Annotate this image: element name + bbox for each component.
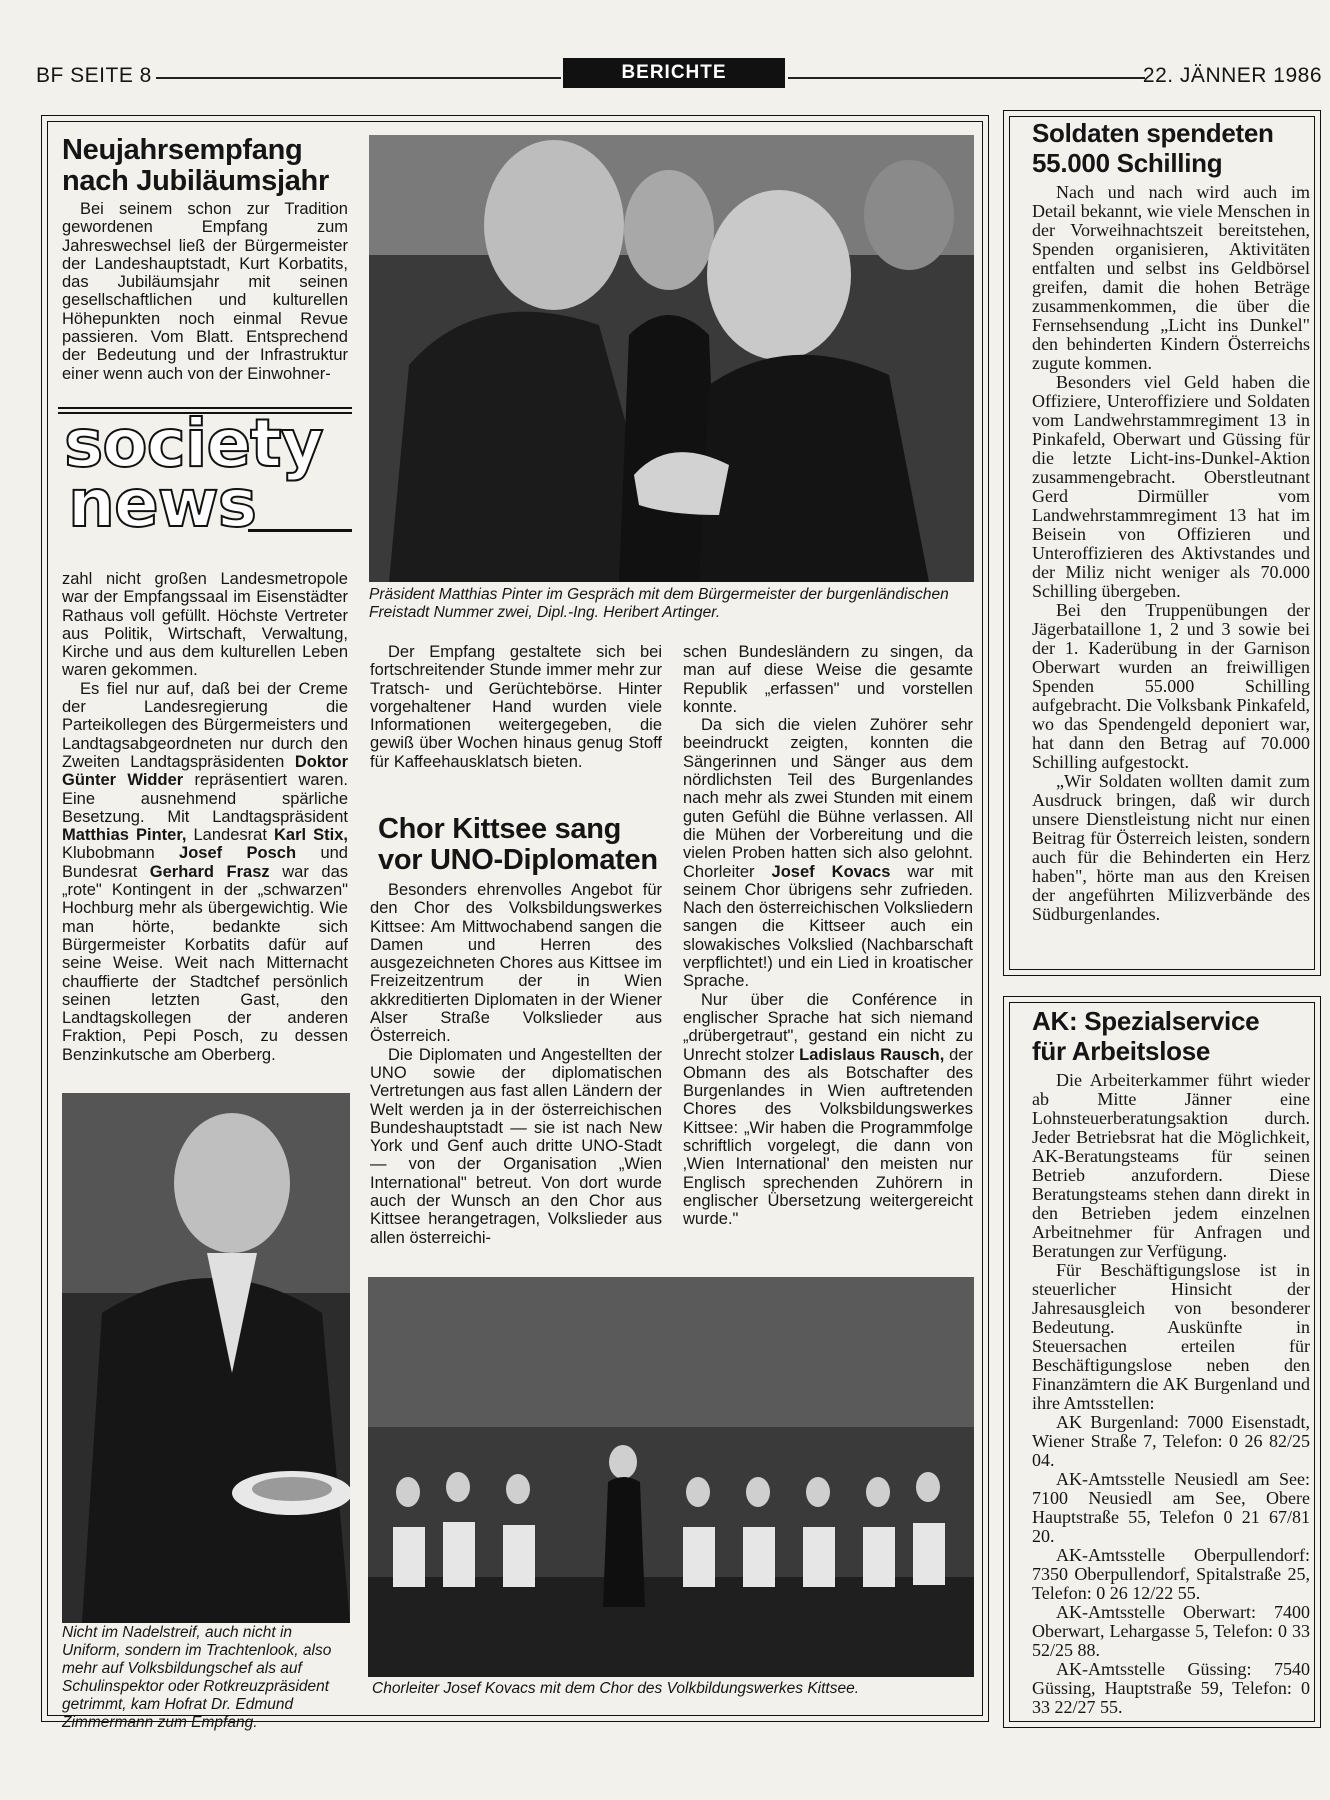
neujahr-col2: [370, 643, 662, 771]
neujahr-headline: [62, 135, 362, 197]
ak-address-neusiedl: AK-Amtsstelle Neusiedl am See: 7100 Neusiedl am See, Obere Hauptstraße 55, Telefon 0 21 67/81 20.: [1032, 1469, 1310, 1546]
ak-body: [1032, 1071, 1310, 1717]
neujahr-paragraph-2: Es fiel nur auf, daß bei der Creme der Landesregierung die Parteikollegen des Bürgermeisters und Landtagsabgeordneten nur durch den Zweiten Landtagspräsidenten Doktor Günter Widder repräsentiert waren. Eine ausnehmend spärliche Besetzung. Mit Landtagspräsident Matthias Pinter, Landesrat Karl Stix, Klubobmann Josef Posch und Bundesrat Gerhard Frasz war das „rote" Kontingent in der „schwarzen" Hochburg mehr als übergewichtig. Wie man hörte, bedankte sich Bürgermeister Korbatits dafür auf seine Weise. Weit nach Mitternacht chauffierte der Stadtchef persönlich seinen letzten Gast, den Landtagskollegen der anderen Fraktion, Pepi Posch, zu dessen Benzinkutsche am Oberberg.: [62, 679, 349, 1064]
header-rule-right: [788, 77, 1145, 79]
neujahr-intro: [62, 200, 348, 383]
soldaten-paragraph-2: Besonders viel Geld haben die Offiziere, Unteroffiziere und Soldaten vom Landwehrstammregiment 13 in Pinkafeld, Oberwart und Güssing für die letzte Licht-ins-Dunkel-Aktion zusammengebracht. Oberstleutnant Gerd Dirmüller vom Landwehrstammregiment 13 hat im Beisein von Offizieren und Unteroffizieren des Aktivstandes und der Miliz nicht weniger als 70.000 Schilling übergeben.: [1032, 372, 1310, 601]
chor-paragraph-3: schen Bundesländern zu singen, da man auf diese Weise die gesamte Republik „erfassen" und vorstellen konnte.: [683, 643, 973, 716]
ak-title-2: für Arbeitslose: [1032, 1036, 1211, 1066]
header-rule-left: [156, 77, 561, 79]
neujahr-title-1: Neujahrsempfang: [62, 134, 303, 166]
chor-col2: [370, 881, 662, 1247]
photo-zimmermann-image: [62, 1093, 350, 1623]
soldaten-body: [1032, 183, 1310, 924]
ak-address-eisenstadt: AK Burgenland: 7000 Eisenstadt, Wiener Straße 7, Telefon: 0 26 82/25 04.: [1032, 1412, 1310, 1470]
ak-address-oberwart: AK-Amtsstelle Oberwart: 7400 Oberwart, Lehargasse 5, Telefon: 0 33 52/25 88.: [1032, 1602, 1310, 1660]
logo-underline: [248, 529, 352, 532]
logo-news: news: [68, 465, 257, 542]
society-news-logo: [58, 405, 352, 545]
ak-paragraph-2: Für Beschäftigungslose ist in steuerlicher Hinsicht der Jahresausgleich von besonderer Bedeutung. Auskünfte in Steuersachen erteilen für Beschäftigungslose neben den Finanzämtern die AK Burgenland und ihre Amtsstellen:: [1032, 1260, 1310, 1413]
neujahr-continued: zahl nicht großen Landesmetropole war der Empfangssaal im Eisenstädter Rathaus voll gefüllt. Höchste Vertreter aus Politik, Wirtschaft, Verwaltung, Kirche und aus dem kulturellen Leben waren gekommen.: [62, 570, 348, 680]
ak-address-oberpullendorf: AK-Amtsstelle Oberpullendorf: 7350 Oberpullendorf, Spitalstraße 25, Telefon: 0 26 12/22 55.: [1032, 1545, 1310, 1603]
ak-title-1: AK: Spezialservice: [1032, 1006, 1260, 1036]
neujahr-intro-text: Bei seinem schon zur Tradition gewordenen Empfang zum Jahreswechsel ließ der Bürgermeister der Landeshauptstadt, Kurt Korbatits, das Jubiläumsjahr mit seinen gesellschaftlichen und kulturellen Höhepunkten noch einmal Revue passieren. Vom Blatt. Entsprechend der Bedeutung und der Infrastruktur einer wenn auch von der Einwohner-: [62, 200, 348, 383]
ak-address-guessing: AK-Amtsstelle Güssing: 7540 Güssing, Hauptstraße 59, Telefon: 0 33 22/27 55.: [1032, 1659, 1310, 1717]
chor-title-1: Chor Kittsee sang: [378, 813, 622, 845]
soldaten-paragraph-1: Nach und nach wird auch im Detail bekannt, wie viele Menschen in der Vorweihnachtszeit bereitstehen, Spenden organisieren, Aktivitäten entfalten und selbst ins Geldbörsel greifen, damit die hohen Beträge zusammenkommen, die über die Fernsehsendung „Licht ins Dunkel" den behinderten Kindern Österreichs zugute kommen.: [1032, 182, 1310, 373]
neujahr-body: [62, 570, 348, 1064]
chor-paragraph-5: Nur über die Conférence in englischer Sprache hat sich niemand „drübergetraut", gestand ein nicht zu Unrecht stolzer Ladislaus Rausch, der Obmann des als Botschafter des Burgenlandes in Wien auftretenden Chores des Volksbildungswerkes Kittsee: „Wir haben die Programmfolge schriftlich vorgelegt, die dann von ‚Wien International' den meisten nur Englisch sprechenden Zuhörern in englischer Übersetzung weitergereicht wurde.": [683, 990, 973, 1229]
photo-choir: [368, 1277, 974, 1677]
photo-left-caption: Nicht im Nadelstreif, auch nicht in Uniform, sondern im Trachtenlook, also mehr auf Volksbildungschef als auf Schulinspektor oder Rotkreuzpräsident getrimmt, kam Hofrat Dr. Edmund Zimmermann zum Empfang.: [62, 1624, 332, 1731]
chor-col3: [683, 643, 973, 1229]
chor-headline: [378, 814, 678, 876]
issue-date: 22. JÄNNER 1986: [1142, 64, 1322, 87]
chor-title-2: vor UNO-Diplomaten: [378, 844, 658, 876]
photo-pinter-artinger: [369, 135, 974, 582]
section-badge: [563, 58, 785, 88]
photo-choir-image: [368, 1277, 974, 1677]
soldaten-headline: [1032, 118, 1312, 178]
chor-paragraph-4: Da sich die vielen Zuhörer sehr beeindruckt zeigten, konnten die Sängerinnen und Sänger aus dem nördlichsten Teil des Burgenlandes nach mehr als zwei Stunden mit einem guten Gefühl die Bühne verlassen. All die Mühen der Vorbereitung und die vielen Proben hatten sich also gelohnt. Chorleiter Josef Kovacs war mit seinem Chor übrigens sehr zufrieden. Nach den österreichischen Volksliedern sangen die Kittseer auch ein slowakisches Volkslied (Nachbarschaft verpflichtet!) und ein Lied in kroatischer Sprache.: [683, 716, 973, 991]
ak-headline: [1032, 1006, 1312, 1066]
photo-choir-caption: Chorleiter Josef Kovacs mit dem Chor des Volkbildungswerkes Kittsee.: [372, 1680, 860, 1697]
ak-paragraph-1: Die Arbeiterkammer führt wieder ab Mitte Jänner eine Lohnsteuerberatungsaktion durch. Jeder Betriebsrat hat die Möglichkeit, AK-Beratungsteams für seinen Betrieb anzufordern. Diese Beratungsteams stehen dann direkt in den Betrieben jedem einzelnen Arbeitnehmer für Anfragen und Beratungen zur Verfügung.: [1032, 1070, 1310, 1261]
chor-paragraph-1: Besonders ehrenvolles Angebot für den Chor des Volksbildungswerkes Kittsee: Am Mittwochabend sangen die Damen und Herren des ausgezeichneten Chores aus Kittsee im Freizeitzentrum der in Wien akkreditierten Diplomaten in der Wiener Alser Straße Volkslieder aus Österreich.: [370, 881, 662, 1046]
photo-top-caption: Präsident Matthias Pinter im Gespräch mit dem Bürgermeister der burgenländischen Freistadt Nummer zwei, Dipl.-Ing. Heribert Artinger.: [369, 586, 949, 621]
soldaten-title-1: Soldaten spendeten: [1032, 118, 1274, 148]
neujahr-title-2: nach Jubiläumsjahr: [62, 165, 329, 197]
soldaten-title-2: 55.000 Schilling: [1032, 148, 1223, 178]
section-label: BERICHTE: [621, 62, 727, 83]
soldaten-paragraph-3: Bei den Truppenübungen der Jägerbataillone 1, 2 und 3 sowie bei der 1. Kaderübung in der Garnison Oberwart wurden an freiwilligen Spenden 55.000 Schilling aufgebracht. Die Volksbank Pinkafeld, wo das Spendengeld deponiert war, hat dann den Betrag auf 70.000 Schilling aufgestockt.: [1032, 600, 1310, 772]
neujahr-col2-text: Der Empfang gestaltete sich bei fortschreitender Stunde immer mehr zur Tratsch- und Gerüchtebörse. Hinter vorgehaltener Hand wurden viele Informationen weitergegeben, die gewiß über Wochen hinaus genug Stoff für Kaffeehausklatsch bieten.: [370, 643, 662, 771]
logo-society: society: [64, 405, 323, 482]
photo-pinter-artinger-image: [369, 135, 974, 582]
soldaten-paragraph-4: „Wir Soldaten wollten damit zum Ausdruck bringen, daß wir durch unsere Dienstleistung nicht nur einen Beitrag für Österreich leisten, sondern auch für die Behinderten ein Herz haben", hörte man aus den Kreisen der angeführten Milizverbände des Südburgenlandes.: [1032, 771, 1310, 924]
chor-paragraph-2: Die Diplomaten und Angestellten der UNO sowie der diplomatischen Vertretungen aus fast allen Ländern der Welt werden ja in der österreichischen Bundeshauptstadt — sie ist nach New York und Genf auch dritte UNO-Stadt — von der Organisation „Wien International" betreut. Von dort wurde auch der Wunsch an den Chor aus Kittsee herangetragen, Volkslieder aus allen österreichi-: [370, 1045, 662, 1247]
page-label: BF SEITE 8: [36, 64, 152, 87]
photo-zimmermann: [62, 1093, 350, 1623]
